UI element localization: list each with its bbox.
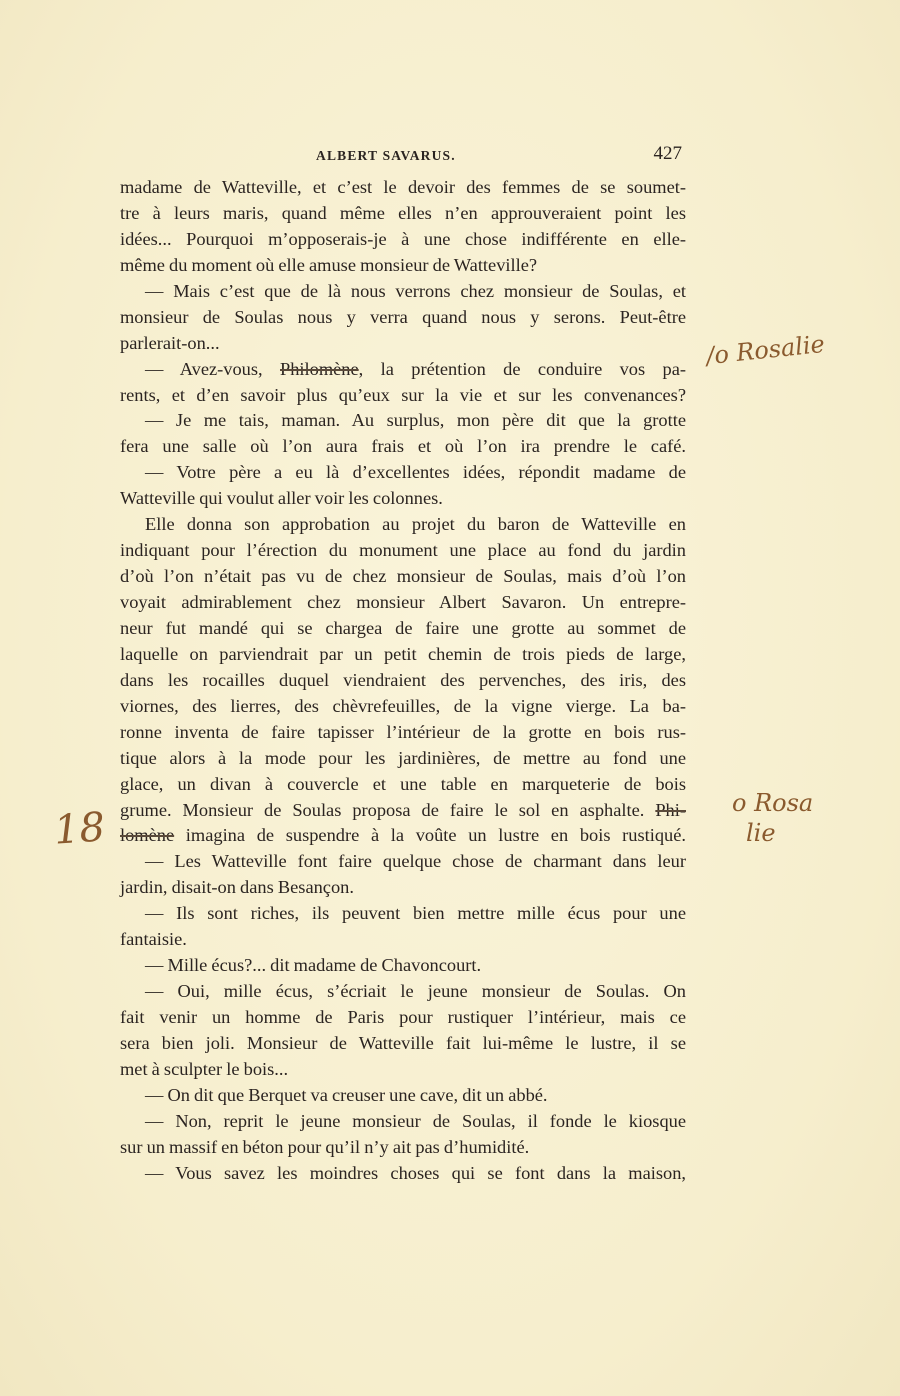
margin-note-line: o Rosa xyxy=(732,789,814,817)
text-segment: indiquant pour l’érection du monument une place au fond du jardin xyxy=(120,540,686,561)
text-line xyxy=(120,1161,686,1187)
text-line xyxy=(120,305,686,331)
text-segment: , la prétention de conduire vos pa- xyxy=(358,358,686,379)
text-segment: viornes, des lierres, des chèvrefeuilles, de la vigne vierge. La ba- xyxy=(120,695,686,716)
text-line xyxy=(120,953,686,979)
text-line xyxy=(120,1031,686,1057)
text-line xyxy=(120,1135,686,1161)
text-segment: grume. Monsieur de Soulas proposa de faire le sol en asphalte. xyxy=(120,799,656,820)
text-segment: dans les rocailles duquel viendraient des pervenches, des iris, des xyxy=(120,669,686,690)
text-line xyxy=(120,1109,686,1135)
text-line xyxy=(120,538,686,564)
text-segment: — On dit que Berquet va creuser une cave, dit un abbé. xyxy=(145,1084,548,1105)
text-segment: voyait admirablement chez monsieur Albert Savaron. Un entrepre- xyxy=(120,592,686,612)
margin-number: 18 xyxy=(52,804,107,854)
text-line xyxy=(120,590,686,616)
text-segment: idées... Pourquoi m’opposerais-je à une chose indifférente en elle- xyxy=(120,228,686,249)
text-segment: — Je me tais, maman. Au surplus, mon père dit que la grotte xyxy=(145,410,686,431)
text-segment: tre à leurs maris, quand même elles n’en approuveraient point les xyxy=(120,202,686,223)
text-segment: monsieur de Soulas nous y verra quand nous y serons. Peut-être xyxy=(120,306,686,327)
text-line xyxy=(120,201,686,227)
text-segment: même du moment où elle amuse monsieur de Watteville? xyxy=(120,254,538,275)
text-segment: fera une salle où l’on aura frais et où l’on ira prendre le café. xyxy=(120,436,686,457)
text-segment: Watteville qui voulut aller voir les colonnes. xyxy=(120,488,443,509)
text-segment: jardin, disait-on dans Besançon. xyxy=(120,877,354,898)
text-segment: — Oui, mille écus, s’écriait le jeune monsieur de Soulas. On xyxy=(145,981,686,1002)
margin-note-line: lie xyxy=(746,819,776,847)
struck-word: Philomène xyxy=(280,358,359,379)
text-line xyxy=(120,279,686,305)
text-segment: neur fut mandé qui se chargea de faire une grotte au sommet de xyxy=(120,617,686,638)
text-line xyxy=(120,720,686,746)
text-line xyxy=(120,694,686,720)
text-segment: glace, un divan à couvercle et une table en marqueterie de bois xyxy=(120,773,686,794)
text-segment: — Mais c’est que de là nous verrons chez monsieur de Soulas, et xyxy=(145,280,686,301)
text-segment: — Avez-vous, xyxy=(145,358,280,379)
text-line xyxy=(120,746,686,772)
text-segment: met à sculpter le bois... xyxy=(120,1058,289,1079)
text-segment: parlerait-on... xyxy=(120,332,220,353)
text-line xyxy=(120,1083,686,1109)
struck-word: lomène xyxy=(120,825,175,846)
text-line xyxy=(120,564,686,590)
margin-note-correction-2 xyxy=(732,788,813,848)
struck-word: Phi- xyxy=(655,799,686,820)
text-line xyxy=(120,357,686,383)
body-text xyxy=(120,175,686,1187)
text-line xyxy=(120,772,686,798)
text-line xyxy=(120,1005,686,1031)
text-segment: — Les Watteville font faire quelque chose de charmant dans leur xyxy=(145,851,686,872)
text-line xyxy=(120,616,686,642)
running-title: ALBERT SAVARUS. xyxy=(316,148,456,163)
text-line xyxy=(120,849,686,875)
text-line xyxy=(120,175,686,201)
running-header xyxy=(120,143,686,167)
text-line xyxy=(120,253,686,279)
text-line xyxy=(120,901,686,927)
text-segment: Elle donna son approbation au projet du baron de Watteville en xyxy=(145,514,686,535)
text-line xyxy=(120,408,686,434)
text-segment: imagina de suspendre à la voûte un lustre en bois rustiqué. xyxy=(174,825,686,846)
text-segment: ronne inventa de faire tapisser l’intérieur de la grotte en bois rus- xyxy=(120,721,686,742)
text-segment: — Non, reprit le jeune monsieur de Soulas, il fonde le kiosque xyxy=(145,1110,686,1131)
text-line xyxy=(120,1057,686,1083)
text-line xyxy=(120,927,686,953)
text-segment: — Vous savez les moindres choses qui se font dans la maison, xyxy=(145,1162,686,1183)
text-segment: — Ils sont riches, ils peuvent bien mettre mille écus pour une xyxy=(145,903,686,924)
text-segment: tique alors à la mode pour les jardinières, de mettre au fond une xyxy=(120,747,686,768)
text-segment: madame de Watteville, et c’est le devoir des femmes de se soumet- xyxy=(120,177,686,197)
margin-note-correction: /o Rosalie xyxy=(704,329,827,371)
text-line xyxy=(120,486,686,512)
text-segment: fait venir un homme de Paris pour rustiquer l’intérieur, mais ce xyxy=(120,1007,686,1027)
text-segment: sur un massif en béton pour qu’il n’y ait pas d’humidité. xyxy=(120,1136,530,1157)
text-segment: fantaisie. xyxy=(120,929,187,950)
text-line xyxy=(120,642,686,668)
text-segment: sera bien joli. Monsieur de Watteville fait lui-même le lustre, il se xyxy=(120,1032,686,1053)
text-line xyxy=(120,460,686,486)
text-segment: — Mille écus?... dit madame de Chavoncourt. xyxy=(145,955,482,976)
text-segment: d’où l’on n’était pas vu de chez monsieur de Soulas, mais d’où l’on xyxy=(120,566,686,587)
text-line xyxy=(120,875,686,901)
text-line xyxy=(120,512,686,538)
page-number: 427 xyxy=(653,143,682,164)
text-line xyxy=(120,668,686,694)
text-segment: laquelle on parviendrait par un petit chemin de trois pieds de large, xyxy=(120,643,686,664)
text-line xyxy=(120,331,686,357)
text-line xyxy=(120,227,686,253)
text-line xyxy=(120,798,686,824)
text-segment: rents, et d’en savoir plus qu’eux sur la vie et sur les convenances? xyxy=(120,384,686,405)
text-segment: — Votre père a eu là d’excellentes idées, répondit madame de xyxy=(145,462,686,483)
text-line xyxy=(120,434,686,460)
text-line xyxy=(120,823,686,849)
text-line xyxy=(120,383,686,409)
text-line xyxy=(120,979,686,1005)
